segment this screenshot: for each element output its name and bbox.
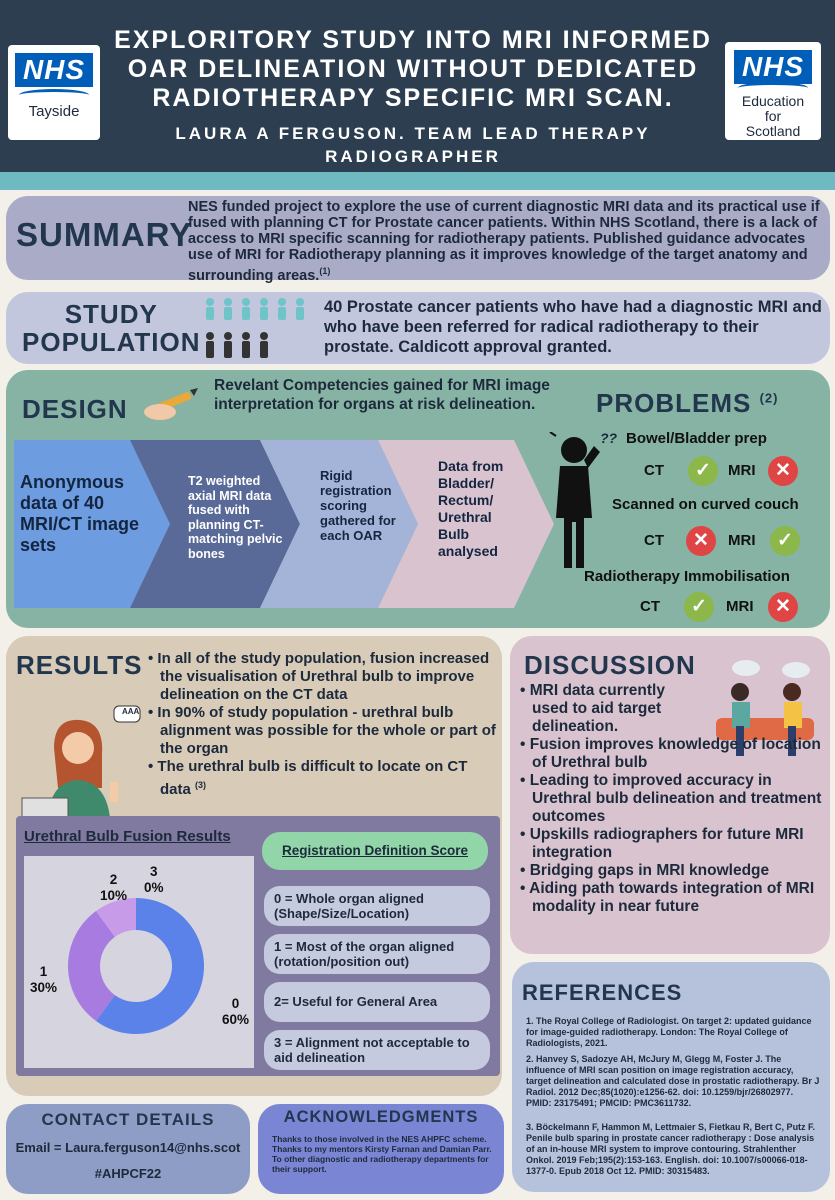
design-heading: DESIGN bbox=[22, 394, 128, 424]
flow-step-2: T2 weighted axial MRI data fused with planning CT- matching pelvic bones bbox=[188, 474, 283, 561]
results-item-3-ref: (3) bbox=[195, 780, 207, 790]
discussion-item-2: • Fusion improves knowledge of location of Urethral bulb bbox=[520, 736, 826, 772]
contact-email[interactable]: Email = Laura.ferguson14@nhs.scot bbox=[15, 1140, 241, 1155]
cross-icon: ✕ bbox=[686, 526, 716, 556]
results-item-2: • In 90% of study population - urethral bulb alignment was possible for the whole or part of the organ bbox=[148, 704, 498, 758]
flow-step-4: Data from Bladder/ Rectum/ Urethral Bulb analysed bbox=[438, 458, 504, 559]
logo-right-line2: for bbox=[764, 108, 782, 124]
contact-heading: CONTACT DETAILS bbox=[41, 1110, 215, 1129]
nhs-logo-mark: NHS bbox=[15, 53, 93, 87]
fusion-results-box bbox=[16, 816, 500, 1076]
acknowledgments-panel bbox=[258, 1104, 504, 1194]
summary-panel bbox=[6, 196, 830, 284]
summary-heading: SUMMARY bbox=[16, 216, 193, 253]
design-competencies: Revelant Competencies gained for MRI image interpretation for organs at risk delineation. bbox=[214, 377, 550, 413]
score-item-1: 1 = Most of the organ aligned (rotation/position out) bbox=[264, 934, 490, 974]
logo-left-subtitle: Tayside bbox=[28, 103, 80, 120]
results-heading: RESULTS bbox=[16, 650, 143, 680]
logo-right-line3: Scotland bbox=[745, 123, 801, 139]
discussion-item-1: • MRI data currently used to aid target delineation. bbox=[520, 682, 690, 736]
problems-title: PROBLEMS bbox=[596, 388, 752, 418]
pop-heading-line1: STUDY bbox=[64, 299, 158, 329]
poster-title: EXPLORITORY STUDY INTO MRI INFORMED OAR DELINEATION WITHOUT DEDICATED RADIOTHERAPY SPECIFIC MRI SCAN. bbox=[114, 26, 712, 112]
acknowledgments-heading: ACKNOWLEDGMENTS bbox=[283, 1108, 479, 1126]
discussion-item-3: • Leading to improved accuracy in Urethral bulb delineation and treatment outcomes bbox=[520, 772, 826, 826]
check-icon: ✓ bbox=[770, 526, 800, 556]
donut-label-cat-2 bbox=[100, 872, 127, 904]
donut-chart bbox=[66, 896, 206, 1036]
score-item-0: 0 = Whole organ aligned (Shape/Size/Location) bbox=[264, 886, 490, 926]
donut-pct-0: 60% bbox=[222, 1012, 250, 1027]
nhs-education-scotland-logo bbox=[725, 42, 821, 140]
problem-1-label: Bowel/Bladder prep bbox=[626, 430, 767, 447]
cross-icon: ✕ bbox=[768, 592, 798, 622]
flow-step-3: Rigid registration scoring gathered for each OAR bbox=[320, 468, 396, 543]
logo-right-line1: Education bbox=[741, 93, 805, 109]
reference-3: 3. Böckelmann F, Hammon M, Lettmaier S, Fietkau R, Bert C, Putz F. Penile bulb sparing in prostate cancer radiotherapy : Dose analysis of an in-house MRI system to improve contouring. Strahlenther Onkol. 2019 Feb;195(2):153-163. English. doi: 10.1007/s00066-018-1377-0. Epub 2018 Oct 12. PMID: 30315483. bbox=[526, 1122, 816, 1176]
donut-pct-2: 10% bbox=[100, 888, 128, 903]
study-population-text: 40 Prostate cancer patients who have had a diagnostic MRI and who have been referred for radical radiotherapy to their prostate. Caldicott approval granted. bbox=[324, 298, 822, 356]
discussion-list bbox=[520, 682, 826, 916]
problem-3-ct: CT bbox=[640, 598, 660, 615]
problems-heading bbox=[596, 388, 778, 419]
header-stripe bbox=[0, 172, 835, 190]
reference-1: 1. The Royal College of Radiologist. On target 2: updated guidance for image-guided radiotherapy. London: The Royal College of Radiologists, 2021. bbox=[526, 1016, 812, 1048]
check-icon: ✓ bbox=[684, 592, 714, 622]
results-panel bbox=[6, 636, 502, 1096]
poster-header bbox=[0, 0, 835, 172]
problem-2-ct: CT bbox=[644, 532, 664, 549]
confused-marks: ?? bbox=[600, 430, 618, 446]
cross-icon: ✕ bbox=[768, 456, 798, 486]
problem-2-label: Scanned on curved couch bbox=[612, 496, 799, 513]
results-item-3 bbox=[148, 758, 498, 799]
woman-laptop-illustration bbox=[18, 702, 144, 828]
results-item-1: • In all of the study population, fusion increased the visualisation of Urethral bulb to improve delineation on the CT data bbox=[148, 650, 498, 704]
registration-score-title: Registration Definition Score bbox=[262, 832, 488, 870]
donut-pct-3: 0% bbox=[144, 880, 164, 895]
people-icon bbox=[200, 296, 310, 360]
check-icon: ✓ bbox=[688, 456, 718, 486]
problem-1-ct: CT bbox=[644, 462, 664, 479]
fusion-results-heading: Urethral Bulb Fusion Results bbox=[24, 828, 231, 845]
flow-step-1: Anonymous data of 40 MRI/CT image sets bbox=[20, 472, 140, 555]
confused-person-icon bbox=[546, 432, 606, 572]
summary-text bbox=[188, 199, 826, 284]
donut-label-cat-3 bbox=[144, 864, 164, 896]
references-panel bbox=[512, 962, 830, 1192]
problem-3-mri: MRI bbox=[726, 598, 754, 615]
score-item-3: 3 = Alignment not acceptable to aid delineation bbox=[264, 1030, 490, 1070]
speech-bubble-text: AAA bbox=[122, 707, 140, 716]
donut-cat-1: 1 bbox=[39, 964, 48, 979]
discussion-item-5: • Bridging gaps in MRI knowledge bbox=[520, 862, 826, 880]
nhs-tayside-logo bbox=[8, 45, 100, 140]
design-panel bbox=[6, 370, 830, 628]
donut-cat-0: 0 bbox=[231, 996, 240, 1011]
study-population-heading bbox=[22, 300, 201, 356]
problems-ref: (2) bbox=[759, 390, 779, 406]
problem-2-mri: MRI bbox=[728, 532, 756, 549]
donut-cat-3: 3 bbox=[150, 864, 158, 879]
donut-label-cat-0 bbox=[222, 996, 249, 1028]
donut-pct-1: 30% bbox=[30, 980, 58, 995]
problem-3-label: Radiotherapy Immobilisation bbox=[584, 568, 790, 585]
poster-author: LAURA A FERGUSON. TEAM LEAD THERAPY RADIOGRAPHER bbox=[175, 124, 651, 166]
contact-hashtag: #AHPCF22 bbox=[94, 1166, 162, 1181]
results-list bbox=[148, 650, 498, 799]
discussion-heading: DISCUSSION bbox=[524, 650, 696, 680]
acknowledgments-text: Thanks to those involved in the NES AHPFC scheme. Thanks to my mentors Kirsty Farnan and Damian Parr. To other diagnostic and radiotherapy departments for their support. bbox=[272, 1134, 492, 1174]
donut-slice-1 bbox=[68, 911, 115, 1021]
donut-cat-2: 2 bbox=[109, 872, 118, 887]
score-item-2: 2= Useful for General Area bbox=[264, 982, 490, 1022]
reference-2: 2. Hanvey S, Sadozye AH, McJury M, Glegg M, Foster J. The influence of MRI scan position on image registration accuracy, target delineation and calculated dose in prostatic radiotherapy. Br J Radiol. 2012 Dec;85(1020):e1256-62. doi: 10.1259/bjr/26802977. PMID: 23175491; PMCID: PMC3611732. bbox=[526, 1054, 820, 1108]
summary-body: NES funded project to explore the use of current diagnostic MRI data and its practical use if fused with planning CT for Prostate cancer patients. Within NHS Scotland, there is a lack of access to MRI specific scanning for radiotherapy patients. Published guidance advocates use of MRI for Radiotherapy planning as it improves knowledge of the target anatomy and surrounding areas. bbox=[188, 199, 820, 284]
discussion-item-4: • Upskills radiographers for future MRI integration bbox=[520, 826, 826, 862]
swoosh-icon bbox=[19, 89, 89, 101]
references-heading: REFERENCES bbox=[522, 980, 683, 1005]
discussion-item-6: • Aiding path towards integration of MRI modality in near future bbox=[520, 880, 826, 916]
pop-heading-line2: POPULATION bbox=[22, 327, 201, 357]
summary-ref: (1) bbox=[319, 266, 331, 276]
pencil-hand-icon bbox=[138, 386, 208, 422]
nhs-logo-mark: NHS bbox=[734, 50, 812, 84]
discussion-panel bbox=[510, 636, 830, 954]
contact-panel bbox=[6, 1104, 250, 1194]
study-population-panel bbox=[6, 292, 830, 364]
results-item-3-text: The urethral bulb is difficult to locate on CT data bbox=[157, 758, 468, 798]
problem-1-mri: MRI bbox=[728, 462, 756, 479]
donut-label-cat-1 bbox=[30, 964, 57, 996]
